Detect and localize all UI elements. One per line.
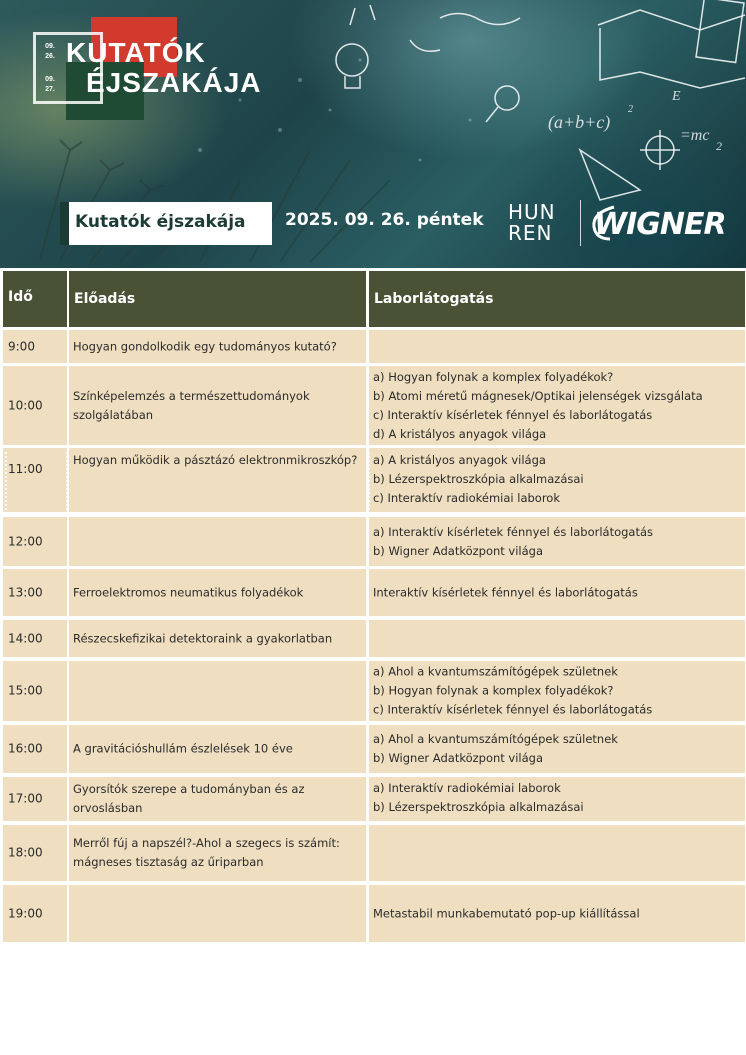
table-row-talk xyxy=(69,661,366,721)
lab-line: d) A kristályos anyagok világa xyxy=(373,426,547,441)
table-row-lab xyxy=(369,330,745,363)
lab-line: a) Hogyan folynak a komplex folyadékok? xyxy=(373,369,614,384)
header-banner xyxy=(0,0,746,268)
svg-text:E: E xyxy=(672,89,681,104)
talk-line: Részecskefizikai detektoraink a gyakorlatban xyxy=(73,631,333,645)
table-row-talk xyxy=(69,448,366,512)
table-row-time xyxy=(3,366,67,445)
time-label: 14:00 xyxy=(8,631,43,645)
lab-line: b) Wigner Adatközpont világa xyxy=(373,543,544,558)
time-label: 11:00 xyxy=(8,462,43,476)
talk-line: A gravitációshullám észlelések 10 éve xyxy=(73,741,293,756)
time-label: 9:00 xyxy=(8,339,35,353)
lab-line: Interaktív kísérletek fénnyel és laborlátogatás xyxy=(373,585,638,599)
lab-line: a) Ahol a kvantumszámítógépek születnek xyxy=(373,732,618,746)
logo-date-end-month: 09. xyxy=(45,76,55,83)
table-row-talk xyxy=(69,825,366,881)
lab-line: b) Lézerspektroszkópia alkalmazásai xyxy=(373,472,584,486)
event-title-box xyxy=(60,202,272,245)
time-label: 18:00 xyxy=(8,845,43,860)
table-row-talk xyxy=(69,569,366,616)
time-label: 17:00 xyxy=(8,791,43,806)
logo-date-end-day: 27. xyxy=(45,86,55,93)
talk-line: Hogyan működik a pásztázó elektronmikroszkóp? xyxy=(73,453,358,467)
talk-line: Merről fúj a napszél?-Ahol a szegecs is számít: xyxy=(73,836,340,850)
time-label: 19:00 xyxy=(8,906,43,920)
table-row-lab xyxy=(369,661,745,721)
svg-text:2: 2 xyxy=(716,139,722,153)
header-time-label: Idő xyxy=(8,289,33,305)
table-row-talk xyxy=(69,330,366,363)
lab-line: Metastabil munkabemutató pop-up kiállítással xyxy=(373,906,640,920)
lab-line: b) Hogyan folynak a komplex folyadékok? xyxy=(373,683,614,698)
table-row-lab xyxy=(369,885,745,942)
logo-date-start-day: 26. xyxy=(45,53,55,60)
event-date: 2025. 09. 26. péntek xyxy=(285,210,484,230)
talk-line: mágneses tisztaság az űriparban xyxy=(73,855,264,869)
header-talk xyxy=(69,271,366,327)
table-row-lab xyxy=(369,777,745,821)
header-lab-label: Laborlátogatás xyxy=(374,291,494,307)
table-row-lab xyxy=(369,366,745,445)
table-row-time xyxy=(3,517,67,566)
time-label: 16:00 xyxy=(8,741,43,756)
lab-line: c) Interaktív kísérletek fénnyel és laborlátogatás xyxy=(373,702,653,717)
table-row-time xyxy=(3,885,67,942)
lab-line: a) A kristályos anyagok világa xyxy=(373,453,546,467)
talk-line: Hogyan gondolkodik egy tudományos kutató? xyxy=(73,339,337,353)
table-row-time xyxy=(3,661,67,721)
lab-line: b) Wigner Adatközpont világa xyxy=(373,751,544,765)
wigner-logo: WIGNER xyxy=(594,207,726,242)
table-row-lab xyxy=(369,620,745,657)
partner-divider xyxy=(580,200,581,246)
table-row-time xyxy=(3,330,67,363)
table-row-talk xyxy=(69,366,366,445)
table-row-lab xyxy=(369,448,745,512)
lab-line: a) Ahol a kvantumszámítógépek születnek xyxy=(373,664,618,679)
talk-line: szolgálatában xyxy=(73,407,154,422)
lab-line: c) Interaktív kísérletek fénnyel és laborlátogatás xyxy=(373,407,653,422)
table-row-lab xyxy=(369,569,745,616)
lab-line: b) Atomi méretű mágnesek/Optikai jelenségek vizsgálata xyxy=(373,388,703,403)
table-row-lab xyxy=(369,517,745,566)
table-row-time xyxy=(3,448,67,512)
dotted-border xyxy=(66,452,68,510)
table-row-talk xyxy=(69,885,366,942)
dotted-border xyxy=(368,452,370,510)
hunren-logo-line2: REN xyxy=(508,221,553,245)
table-row-lab xyxy=(369,825,745,881)
time-label: 13:00 xyxy=(8,585,43,599)
dotted-border xyxy=(5,452,7,510)
table-row-time xyxy=(3,825,67,881)
svg-text:=mc: =mc xyxy=(680,127,710,144)
header-talk-label: Előadás xyxy=(74,291,136,307)
table-row-time xyxy=(3,569,67,616)
time-label: 15:00 xyxy=(8,683,43,698)
table-row-talk xyxy=(69,777,366,821)
time-label: 10:00 xyxy=(8,398,43,412)
hunren-logo-line1: HUN xyxy=(508,200,556,224)
table-row-time xyxy=(3,777,67,821)
table-row-talk xyxy=(69,517,366,566)
talk-line: Színképelemzés a természettudományok xyxy=(73,388,310,403)
logo-date-start-month: 09. xyxy=(45,43,55,50)
logo-text-line1: KUTATÓK xyxy=(66,37,206,68)
lab-line: b) Lézerspektroszkópia alkalmazásai xyxy=(373,800,584,814)
table-row-talk xyxy=(69,620,366,657)
talk-line: Ferroelektromos neumatikus folyadékok xyxy=(73,585,304,599)
table-row-talk xyxy=(69,725,366,773)
lab-line: a) Interaktív radiokémiai laborok xyxy=(373,781,561,795)
svg-text:(a+b+c): (a+b+c) xyxy=(548,112,611,132)
table-row-lab xyxy=(369,725,745,773)
header-time xyxy=(3,271,67,327)
hunren-logo xyxy=(508,202,556,244)
logo-text-line2: ÉJSZAKÁJA xyxy=(86,67,262,98)
time-label: 12:00 xyxy=(8,534,43,548)
event-title: Kutatók éjszakája xyxy=(75,212,246,232)
talk-line: orvoslásban xyxy=(73,801,143,815)
lab-line: a) Interaktív kísérletek fénnyel és laborlátogatás xyxy=(373,524,654,539)
table-row-time xyxy=(3,620,67,657)
lab-line: c) Interaktív radiokémiai laborok xyxy=(373,491,561,505)
talk-line: Gyorsítók szerepe a tudományban és az xyxy=(73,782,305,796)
table-row-time xyxy=(3,725,67,773)
header-lab xyxy=(369,271,745,327)
svg-text:2: 2 xyxy=(628,104,633,115)
